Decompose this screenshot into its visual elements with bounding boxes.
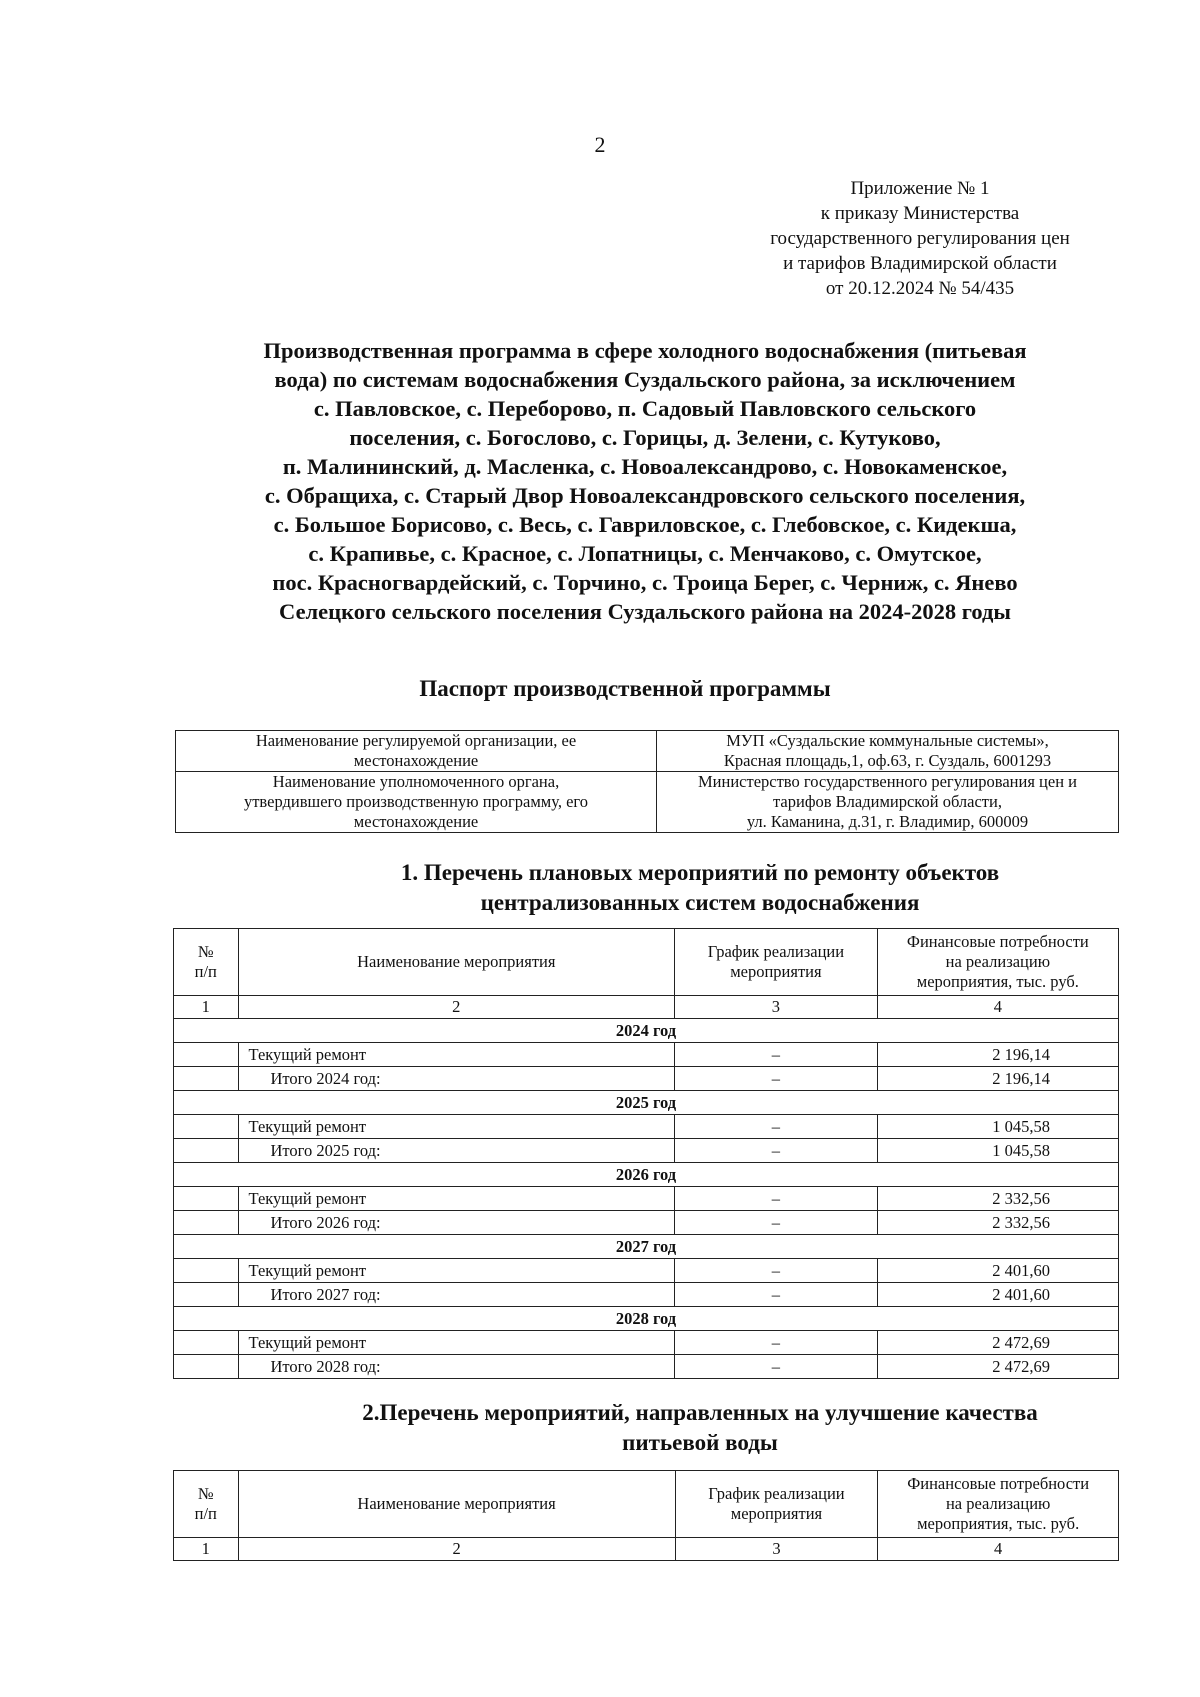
appendix-line: Приложение № 1 [850, 178, 990, 199]
index-cell: 3 [675, 1538, 878, 1561]
table-row [174, 1187, 1119, 1211]
schedule-cell: – [675, 1259, 878, 1283]
measure-name: Текущий ремонт [238, 1043, 675, 1067]
header-line: на реализацию [945, 952, 1051, 971]
schedule-cell: – [675, 1115, 878, 1139]
num-cell [174, 1067, 239, 1091]
measure-name: Текущий ремонт [238, 1331, 675, 1355]
header-name: Наименование мероприятия [238, 929, 675, 996]
header-line: мероприятия, тыс. руб. [916, 972, 1079, 991]
year-row [174, 1163, 1119, 1187]
header-finance [878, 1471, 1119, 1538]
title-line: с. Обращиха, с. Старый Двор Новоалександровского сельского поселения, [264, 483, 1026, 508]
schedule-cell: – [675, 1331, 878, 1355]
index-cell: 1 [174, 1538, 239, 1561]
schedule-cell: – [675, 1043, 878, 1067]
table-header-row [174, 1471, 1119, 1538]
column-index-row [174, 996, 1119, 1019]
finance-cell: 2 196,14 [877, 1043, 1118, 1067]
section1-title [250, 858, 1150, 918]
num-cell [174, 1139, 239, 1163]
finance-cell: 1 045,58 [877, 1139, 1118, 1163]
total-name: Итого 2026 год: [238, 1211, 675, 1235]
title-line: Производственная программа в сфере холодного водоснабжения (питьевая [263, 338, 1027, 363]
header-line: п/п [194, 962, 217, 981]
table-row [174, 1043, 1119, 1067]
finance-cell: 2 196,14 [877, 1067, 1118, 1091]
value-line: Красная площадь,1, оф.63, г. Суздаль, 6001293 [723, 751, 1052, 770]
measure-name: Текущий ремонт [238, 1187, 675, 1211]
num-cell [174, 1043, 239, 1067]
year-row [174, 1091, 1119, 1115]
section-title-line: 2.Перечень мероприятий, направленных на улучшение качества [362, 1400, 1038, 1425]
passport-title: Паспорт производственной программы [419, 676, 831, 701]
label-line: Наименование уполномоченного органа, [272, 772, 560, 791]
title-line: с. Павловское, с. Переборово, п. Садовый Павловского сельского [313, 396, 977, 421]
finance-cell: 2 401,60 [877, 1259, 1118, 1283]
passport-table [175, 730, 1119, 833]
index-cell: 2 [238, 996, 675, 1019]
section-title-line: питьевой воды [622, 1430, 778, 1455]
passport-row-organization [176, 731, 1119, 772]
num-cell [174, 1283, 239, 1307]
index-cell: 1 [174, 996, 239, 1019]
label-line: утвердившего производственную программу, его [243, 792, 589, 811]
finance-cell: 2 401,60 [877, 1283, 1118, 1307]
num-cell [174, 1115, 239, 1139]
section-title-line: 1. Перечень плановых мероприятий по ремонту объектов [400, 860, 1000, 885]
header-line: на реализацию [945, 1494, 1051, 1513]
finance-cell: 2 332,56 [877, 1211, 1118, 1235]
total-name: Итого 2025 год: [238, 1139, 675, 1163]
passport-value [657, 731, 1119, 772]
finance-cell: 2 472,69 [877, 1331, 1118, 1355]
appendix-line: к приказу Министерства [820, 203, 1020, 224]
year-label: 2027 год [174, 1235, 1119, 1259]
passport-value [657, 772, 1119, 833]
header-name: Наименование мероприятия [238, 1471, 675, 1538]
page-number: 2 [594, 132, 606, 157]
year-row [174, 1019, 1119, 1043]
header-num [174, 929, 239, 996]
water-quality-measures-table [173, 1470, 1119, 1561]
total-name: Итого 2024 год: [238, 1067, 675, 1091]
num-cell [174, 1211, 239, 1235]
title-line: поселения, с. Богослово, с. Горицы, д. Зелени, с. Кутуково, [349, 425, 941, 450]
index-cell: 4 [878, 1538, 1119, 1561]
header-line: мероприятия [730, 1504, 823, 1523]
header-line: Финансовые потребности [906, 932, 1089, 951]
year-label: 2025 год [174, 1091, 1119, 1115]
year-row [174, 1235, 1119, 1259]
year-label: 2024 год [174, 1019, 1119, 1043]
header-line: Финансовые потребности [907, 1474, 1090, 1493]
header-line: График реализации [708, 1484, 845, 1503]
value-line: ул. Каманина, д.31, г. Владимир, 600009 [746, 812, 1029, 831]
column-index-row [174, 1538, 1119, 1561]
num-cell [174, 1355, 239, 1379]
num-cell [174, 1331, 239, 1355]
schedule-cell: – [675, 1283, 878, 1307]
header-line: № [197, 1484, 214, 1503]
header-num [174, 1471, 239, 1538]
passport-row-authority [176, 772, 1119, 833]
header-schedule [675, 1471, 878, 1538]
header-line: мероприятия, тыс. руб. [917, 1514, 1080, 1533]
table-row-total [174, 1283, 1119, 1307]
passport-label [176, 731, 657, 772]
year-label: 2028 год [174, 1307, 1119, 1331]
label-line: местонахождение [353, 812, 479, 831]
document-title [170, 336, 1120, 626]
header-line: мероприятия [730, 962, 822, 981]
header-line: График реализации [707, 942, 845, 961]
measure-name: Текущий ремонт [238, 1259, 675, 1283]
header-line: № [197, 942, 214, 961]
year-label: 2026 год [174, 1163, 1119, 1187]
total-name: Итого 2028 год: [238, 1355, 675, 1379]
value-line: Министерство государственного регулирования цен и [698, 772, 1077, 791]
value-line: МУП «Суздальские коммунальные системы», [726, 731, 1049, 750]
schedule-cell: – [675, 1187, 878, 1211]
schedule-cell: – [675, 1211, 878, 1235]
repair-measures-table [173, 928, 1119, 1379]
passport-label [176, 772, 657, 833]
schedule-cell: – [675, 1355, 878, 1379]
appendix-note [730, 176, 1110, 301]
index-cell: 4 [877, 996, 1118, 1019]
table-row-total [174, 1067, 1119, 1091]
appendix-line: и тарифов Владимирской области [783, 253, 1057, 274]
table-header-row [174, 929, 1119, 996]
table-row-total [174, 1355, 1119, 1379]
value-line: тарифов Владимирской области, [773, 792, 1002, 811]
title-line: пос. Красногвардейский, с. Торчино, с. Троица Берег, с. Черниж, с. Янево [272, 570, 1018, 595]
num-cell [174, 1187, 239, 1211]
schedule-cell: – [675, 1067, 878, 1091]
finance-cell: 1 045,58 [877, 1115, 1118, 1139]
appendix-line: государственного регулирования цен [770, 228, 1070, 249]
table-row [174, 1115, 1119, 1139]
section2-title [250, 1398, 1150, 1458]
index-cell: 2 [238, 1538, 675, 1561]
label-line: Наименование регулируемой организации, ее [255, 731, 577, 750]
label-line: местонахождение [353, 751, 479, 770]
schedule-cell: – [675, 1139, 878, 1163]
header-schedule [675, 929, 878, 996]
title-line: п. Малининский, д. Масленка, с. Новоалександрово, с. Новокаменское, [282, 454, 1008, 479]
section-title-line: централизованных систем водоснабжения [480, 890, 920, 915]
title-line: с. Крапивье, с. Красное, с. Лопатницы, с. Менчаково, с. Омутское, [308, 541, 982, 566]
header-finance [877, 929, 1118, 996]
title-line: с. Большое Борисово, с. Весь, с. Гавриловское, с. Глебовское, с. Кидекша, [273, 512, 1017, 537]
finance-cell: 2 472,69 [877, 1355, 1118, 1379]
title-line: Селецкого сельского поселения Суздальского района на 2024-2028 годы [279, 599, 1011, 624]
table-row-total [174, 1139, 1119, 1163]
index-cell: 3 [675, 996, 878, 1019]
finance-cell: 2 332,56 [877, 1187, 1118, 1211]
total-name: Итого 2027 год: [238, 1283, 675, 1307]
num-cell [174, 1259, 239, 1283]
title-line: вода) по системам водоснабжения Суздальского района, за исключением [274, 367, 1016, 392]
year-row [174, 1307, 1119, 1331]
appendix-line: от 20.12.2024 № 54/435 [825, 278, 1015, 299]
table-row-total [174, 1211, 1119, 1235]
measure-name: Текущий ремонт [238, 1115, 675, 1139]
table-row [174, 1331, 1119, 1355]
header-line: п/п [194, 1504, 217, 1523]
table-row [174, 1259, 1119, 1283]
